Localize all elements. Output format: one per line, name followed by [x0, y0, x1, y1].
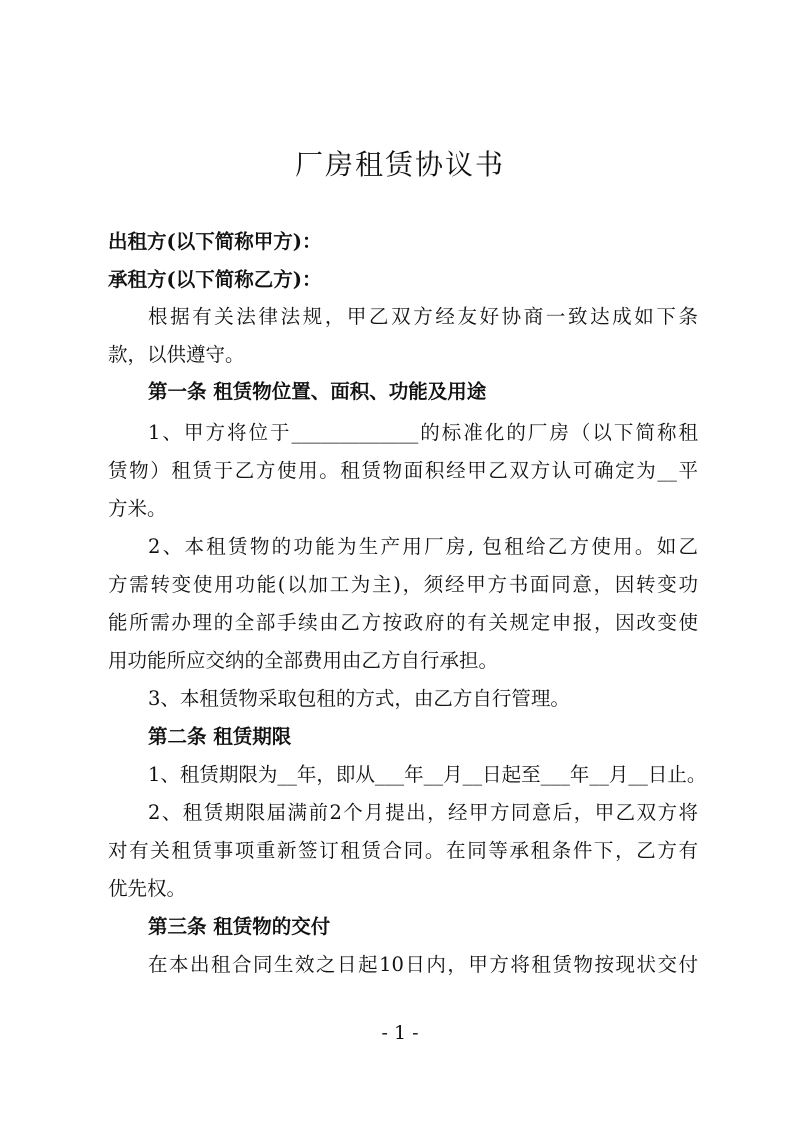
article1-clause1-line-1: 1、甲方将位于_____________的标准化的厂房（以下简称租 [148, 421, 698, 444]
article1-clause2-line-2: 方需转变使用功能(以加工为主)，须经甲方书面同意，因转变功 [108, 573, 698, 596]
article1-clause1-line-2: 赁物）租赁于乙方使用。租赁物面积经甲乙双方认可确定为__平 [108, 459, 698, 482]
article2-clause2-line-3: 优先权。 [108, 877, 187, 900]
article1-heading: 第一条 租赁物位置、面积、功能及用途 [148, 380, 487, 403]
intro-line-2: 款，以供遵守。 [108, 343, 245, 366]
article2-clause1: 1、租赁期限为__年，即从___年__月__日起至___年__月__日止。 [148, 763, 707, 786]
intro-line-1: 根据有关法律法规，甲乙双方经友好协商一致达成如下条 [148, 305, 698, 328]
article3-heading: 第三条 租赁物的交付 [148, 915, 331, 938]
article2-clause2-line-1: 2、租赁期限届满前2个月提出，经甲方同意后，甲乙双方将 [148, 801, 698, 824]
article3-text: 在本出租合同生效之日起10日内，甲方将租赁物按现状交付 [148, 953, 698, 976]
document-title: 厂房租赁协议书 [294, 148, 505, 181]
article2-clause2-line-2: 对有关租赁事项重新签订租赁合同。在同等承租条件下，乙方有 [108, 839, 698, 862]
article1-clause3: 3、本租赁物采取包租的方式，由乙方自行管理。 [148, 687, 570, 710]
page-number: - 1 - [381, 1022, 419, 1044]
article2-heading: 第二条 租赁期限 [148, 725, 292, 748]
article1-clause2-line-3: 能所需办理的全部手续由乙方按政府的有关规定申报，因改变使 [108, 611, 698, 634]
lessee-line: 承租方(以下简称乙方)： [108, 268, 322, 291]
article1-clause2-line-4: 用功能所应交纳的全部费用由乙方自行承担。 [108, 649, 499, 672]
article1-clause1-line-3: 方米。 [108, 497, 167, 520]
lessor-line: 出租方(以下简称甲方)： [108, 230, 322, 253]
article1-clause2-line-1: 2、本租赁物的功能为生产用厂房, 包租给乙方使用。如乙 [148, 535, 698, 558]
